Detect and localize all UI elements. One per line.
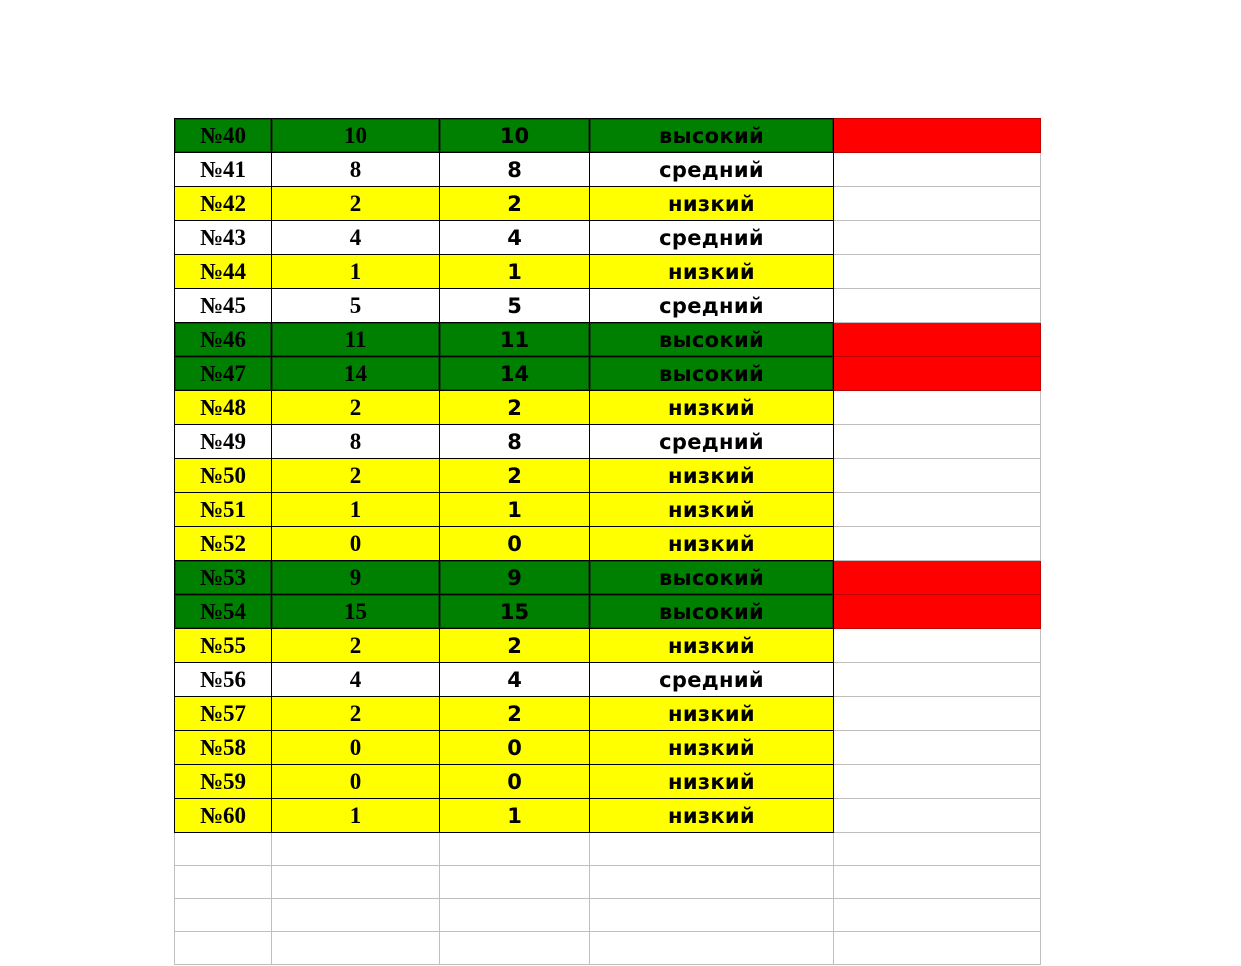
cell-score-a: 0	[272, 765, 440, 799]
empty-cell	[440, 932, 590, 965]
cell-score-b: 0	[440, 731, 590, 765]
cell-student-id: №43	[175, 221, 272, 255]
cell-score-b: 11	[440, 323, 590, 357]
cell-score-a: 9	[272, 561, 440, 595]
cell-student-id: №59	[175, 765, 272, 799]
empty-cell	[272, 866, 440, 899]
empty-cell	[440, 899, 590, 932]
cell-score-a: 1	[272, 493, 440, 527]
flag-cell	[834, 493, 1041, 527]
cell-score-b: 8	[440, 153, 590, 187]
cell-score-a: 4	[272, 663, 440, 697]
empty-cell	[590, 833, 834, 866]
cell-student-id: №57	[175, 697, 272, 731]
empty-cell	[272, 833, 440, 866]
table-row	[175, 629, 1041, 663]
cell-score-a: 1	[272, 255, 440, 289]
empty-cell	[834, 932, 1041, 965]
table-row	[175, 765, 1041, 799]
empty-cell	[590, 932, 834, 965]
empty-row	[175, 932, 1041, 965]
cell-student-id: №49	[175, 425, 272, 459]
flag-cell	[834, 799, 1041, 833]
results-table	[174, 118, 1041, 965]
cell-score-a: 2	[272, 697, 440, 731]
table-row	[175, 493, 1041, 527]
cell-level: высокий	[590, 323, 834, 357]
cell-score-a: 2	[272, 391, 440, 425]
table-row	[175, 289, 1041, 323]
cell-score-b: 8	[440, 425, 590, 459]
empty-row	[175, 866, 1041, 899]
cell-score-a: 5	[272, 289, 440, 323]
cell-score-b: 5	[440, 289, 590, 323]
table-row	[175, 357, 1041, 391]
table-row	[175, 561, 1041, 595]
cell-level: низкий	[590, 459, 834, 493]
empty-row	[175, 833, 1041, 866]
cell-score-a: 1	[272, 799, 440, 833]
flag-cell	[834, 153, 1041, 187]
cell-level: низкий	[590, 765, 834, 799]
cell-level: низкий	[590, 731, 834, 765]
flag-cell-marked	[834, 561, 1041, 595]
empty-cell	[834, 899, 1041, 932]
flag-cell-marked	[834, 595, 1041, 629]
cell-level: средний	[590, 153, 834, 187]
cell-level: средний	[590, 221, 834, 255]
cell-score-b: 2	[440, 391, 590, 425]
cell-level: низкий	[590, 527, 834, 561]
cell-student-id: №56	[175, 663, 272, 697]
cell-student-id: №44	[175, 255, 272, 289]
table-row	[175, 187, 1041, 221]
cell-student-id: №50	[175, 459, 272, 493]
cell-score-a: 0	[272, 527, 440, 561]
cell-level: высокий	[590, 561, 834, 595]
table-row	[175, 119, 1041, 153]
cell-level: низкий	[590, 493, 834, 527]
cell-score-b: 1	[440, 493, 590, 527]
cell-level: средний	[590, 425, 834, 459]
flag-cell	[834, 391, 1041, 425]
flag-cell-marked	[834, 119, 1041, 153]
table-row	[175, 391, 1041, 425]
flag-cell	[834, 697, 1041, 731]
cell-score-a: 14	[272, 357, 440, 391]
empty-cell	[175, 899, 272, 932]
cell-level: высокий	[590, 119, 834, 153]
cell-level: низкий	[590, 697, 834, 731]
table-row	[175, 595, 1041, 629]
cell-score-b: 10	[440, 119, 590, 153]
cell-level: низкий	[590, 255, 834, 289]
cell-student-id: №54	[175, 595, 272, 629]
cell-student-id: №51	[175, 493, 272, 527]
cell-score-b: 4	[440, 663, 590, 697]
cell-student-id: №40	[175, 119, 272, 153]
cell-score-a: 8	[272, 153, 440, 187]
table-row	[175, 663, 1041, 697]
cell-score-a: 2	[272, 459, 440, 493]
cell-level: высокий	[590, 357, 834, 391]
cell-score-b: 2	[440, 187, 590, 221]
empty-cell	[590, 866, 834, 899]
cell-score-b: 2	[440, 459, 590, 493]
cell-level: высокий	[590, 595, 834, 629]
cell-level: средний	[590, 663, 834, 697]
cell-student-id: №45	[175, 289, 272, 323]
cell-student-id: №58	[175, 731, 272, 765]
flag-cell	[834, 221, 1041, 255]
cell-level: низкий	[590, 391, 834, 425]
table-row	[175, 799, 1041, 833]
cell-score-b: 2	[440, 629, 590, 663]
cell-student-id: №53	[175, 561, 272, 595]
flag-cell	[834, 731, 1041, 765]
table-row	[175, 697, 1041, 731]
cell-score-a: 15	[272, 595, 440, 629]
table-row	[175, 153, 1041, 187]
cell-score-b: 0	[440, 765, 590, 799]
cell-score-a: 11	[272, 323, 440, 357]
flag-cell	[834, 765, 1041, 799]
cell-score-a: 10	[272, 119, 440, 153]
cell-score-a: 4	[272, 221, 440, 255]
cell-student-id: №60	[175, 799, 272, 833]
empty-cell	[175, 866, 272, 899]
cell-score-a: 2	[272, 629, 440, 663]
cell-score-b: 14	[440, 357, 590, 391]
cell-student-id: №48	[175, 391, 272, 425]
table-row	[175, 323, 1041, 357]
cell-score-b: 4	[440, 221, 590, 255]
cell-score-b: 1	[440, 799, 590, 833]
table-row	[175, 731, 1041, 765]
flag-cell-marked	[834, 357, 1041, 391]
cell-score-a: 0	[272, 731, 440, 765]
empty-cell	[272, 899, 440, 932]
flag-cell	[834, 289, 1041, 323]
cell-level: низкий	[590, 187, 834, 221]
cell-score-b: 15	[440, 595, 590, 629]
results-table-body	[175, 119, 1041, 965]
empty-cell	[272, 932, 440, 965]
table-row	[175, 221, 1041, 255]
cell-student-id: №46	[175, 323, 272, 357]
cell-student-id: №42	[175, 187, 272, 221]
cell-student-id: №52	[175, 527, 272, 561]
table-row	[175, 255, 1041, 289]
flag-cell	[834, 527, 1041, 561]
cell-score-b: 0	[440, 527, 590, 561]
cell-student-id: №55	[175, 629, 272, 663]
cell-student-id: №47	[175, 357, 272, 391]
flag-cell	[834, 187, 1041, 221]
cell-score-b: 9	[440, 561, 590, 595]
cell-student-id: №41	[175, 153, 272, 187]
empty-cell	[175, 932, 272, 965]
empty-cell	[440, 833, 590, 866]
cell-score-b: 1	[440, 255, 590, 289]
flag-cell	[834, 255, 1041, 289]
flag-cell	[834, 459, 1041, 493]
table-row	[175, 425, 1041, 459]
flag-cell-marked	[834, 323, 1041, 357]
cell-score-b: 2	[440, 697, 590, 731]
empty-cell	[834, 833, 1041, 866]
flag-cell	[834, 663, 1041, 697]
empty-row	[175, 899, 1041, 932]
cell-score-a: 2	[272, 187, 440, 221]
cell-level: низкий	[590, 799, 834, 833]
empty-cell	[834, 866, 1041, 899]
empty-cell	[590, 899, 834, 932]
empty-cell	[440, 866, 590, 899]
table-row	[175, 459, 1041, 493]
cell-level: средний	[590, 289, 834, 323]
cell-score-a: 8	[272, 425, 440, 459]
flag-cell	[834, 425, 1041, 459]
flag-cell	[834, 629, 1041, 663]
empty-cell	[175, 833, 272, 866]
cell-level: низкий	[590, 629, 834, 663]
table-row	[175, 527, 1041, 561]
